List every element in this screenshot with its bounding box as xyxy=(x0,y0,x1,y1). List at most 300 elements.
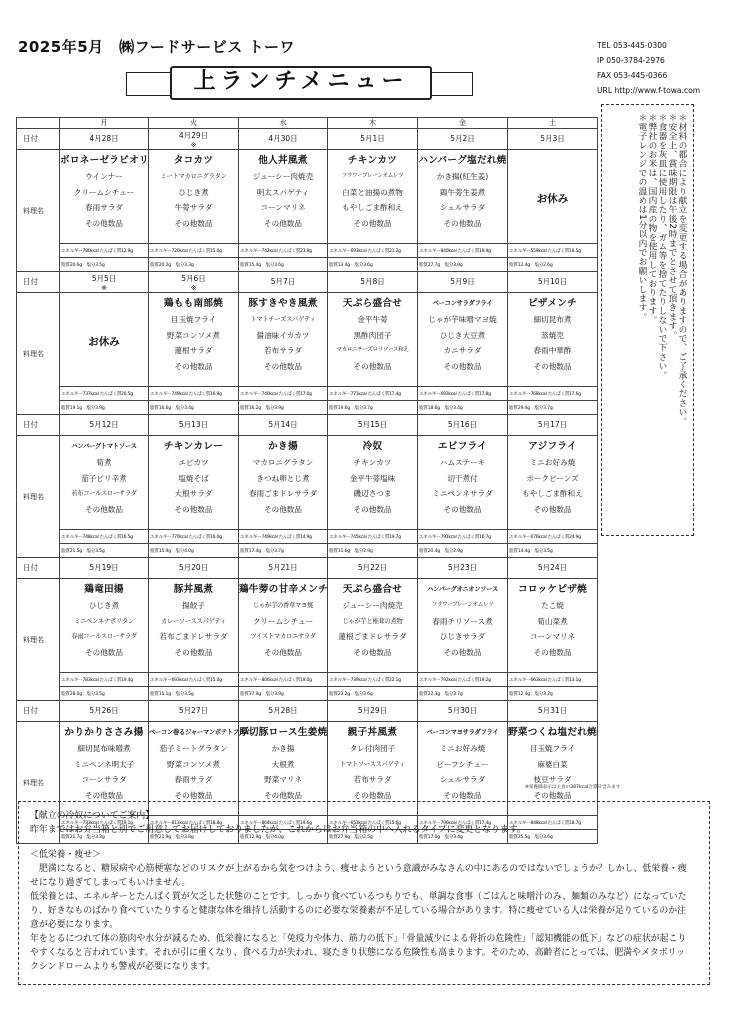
date-row xyxy=(17,129,598,150)
holiday-cell: お休み xyxy=(508,150,598,244)
side-dish: マカロニチーズロラソース和え xyxy=(336,347,409,354)
main-dish: タコカツ xyxy=(173,155,214,166)
nutrition-energy: エネルギー791kcal たんぱく質16.7g xyxy=(418,530,508,544)
menu-cell xyxy=(418,150,508,244)
nutrition-fat-salt: 脂質16.2g 塩分3.9g xyxy=(239,401,328,415)
side-dish: 春雨ごまドレサラダ xyxy=(248,489,318,499)
side-dish: 蓮根ごまドレサラダ xyxy=(338,632,407,642)
side-dish: 枝豆サラダ xyxy=(533,775,572,785)
nutrition-fat-salt: 脂質13.4g 塩分3.6g xyxy=(328,258,418,272)
side-dish: シェルサラダ xyxy=(439,203,486,213)
side-dish: 醤油味イカカツ xyxy=(256,330,310,340)
menu-cell xyxy=(149,293,239,387)
side-dish: 麻婆白菜 xyxy=(537,759,568,769)
other-items: その他数品 xyxy=(264,790,302,800)
note-item: ＊安全上、賞味期限は午後2時までとさせて頂きます。 xyxy=(667,113,677,340)
nutrition-energy: エネルギー768kcal たんぱく質17.6g xyxy=(508,387,598,401)
corner-cell xyxy=(17,118,60,129)
other-items: その他数品 xyxy=(353,647,392,657)
date-cell xyxy=(328,701,418,722)
side-dish: 野菜コンソメ煮 xyxy=(166,759,220,769)
date-cell xyxy=(508,558,598,579)
side-dish: 茄子ミートグラタン xyxy=(159,744,228,753)
main-dish: コロッケピザ焼 xyxy=(517,584,588,595)
nutrition-fat-salt: 脂質12.4g 塩分2.6g xyxy=(508,258,598,272)
side-dish: 金平牛蒡 xyxy=(357,315,388,324)
nutrition-energy: エネルギー653kcal たんぱく質15.6g xyxy=(328,816,418,830)
main-dish: 冷奴 xyxy=(362,441,383,452)
date-value: 5月8日 xyxy=(360,277,385,286)
contact-ip: IP 050-3784-2976 xyxy=(597,56,665,65)
date-value: 5月17日 xyxy=(537,420,568,429)
side-dish: コーンマリネ xyxy=(260,203,306,213)
menu-label: 料理名 xyxy=(17,436,60,558)
date-value: 5月23日 xyxy=(447,563,478,572)
main-dish: 鶏竜田揚 xyxy=(84,584,124,595)
nutrition-energy: エネルギー693kcal たんぱく質21.2g xyxy=(328,244,418,258)
date-cell xyxy=(328,558,418,579)
weekday-thu: 木 xyxy=(328,118,418,129)
main-dish: ボロネーゼラビオリ xyxy=(60,155,149,166)
note-item: ＊食器を灰皿に使用したり、ガム等を捨てたりしないで下さい。 xyxy=(657,113,667,380)
nutrition-energy: エネルギー693kcal たんぱく質15.0g xyxy=(149,673,239,687)
side-dish: コーンマリネ xyxy=(529,632,576,642)
info-paragraph: 低栄養とは、エネルギーとたんぱく質が欠乏した状態のことです。しっかり食べているつもりでも、単調な食事（ごはんと味噌汁のみ、麺類のみなど）になっていたり、好きなものばかり食べていたりすると健康な体を維持し活動するのに必要な栄養素が不足している場合があります。特に痩せている人は栄養が足りているのか注意が必要になります。 xyxy=(30,892,687,930)
nutrition-fat-salt: 脂質21.7g 塩分3.3g xyxy=(60,830,149,844)
side-dish: ジューシー肉焼売 xyxy=(252,172,314,181)
main-dish: 天ぷら盛合せ xyxy=(342,584,403,595)
date-value: 5月27日 xyxy=(178,706,209,715)
date-cell xyxy=(60,272,149,293)
nutrition-energy: エネルギー733kcal たんぱく質19.1g xyxy=(60,816,149,830)
side-dish: 春雨サラダ xyxy=(174,775,213,785)
nutrition-fat-salt: 脂質17.0g 塩分3.4g xyxy=(418,830,508,844)
side-dish: 大根煮 xyxy=(271,759,295,769)
date-cell xyxy=(328,129,418,150)
side-dish: 揚餃子 xyxy=(182,601,205,610)
side-dish: きつね卵とじ煮 xyxy=(256,473,310,483)
menu-cell xyxy=(239,436,328,530)
nutrition-fat-salt: 脂質12.9g 塩分4.0g xyxy=(239,830,328,844)
other-items: その他数品 xyxy=(353,361,392,371)
contact-url[interactable]: URL http://www.f-towa.com xyxy=(597,86,701,95)
main-dish: 他人丼風煮 xyxy=(258,155,308,166)
side-dish: ミートマカロニグラタン xyxy=(160,173,227,180)
main-dish: アジフライ xyxy=(528,441,577,452)
side-dish: ミニお好み焼 xyxy=(439,744,486,753)
side-dish: 若布サラダ xyxy=(353,775,392,785)
weekday-wed: 水 xyxy=(239,118,328,129)
holiday-cell: お休み xyxy=(60,293,149,387)
contact-fax: FAX 053-445-0366 xyxy=(597,71,668,80)
weekday-tue: 火 xyxy=(149,118,239,129)
menu-cell xyxy=(328,150,418,244)
date-cell xyxy=(239,415,328,436)
menu-label: 料理名 xyxy=(17,150,60,272)
main-dish: ハンバーグ塩だれ焼 xyxy=(418,155,507,166)
main-dish: ピザメンチ xyxy=(527,298,578,309)
date-value: 5月7日 xyxy=(270,277,296,286)
side-dish: 若布コールスローサラダ xyxy=(71,490,137,498)
side-dish: もやしごま酢和え xyxy=(522,489,583,499)
side-dish: 筍煮 xyxy=(96,458,112,467)
side-dish: 黒酢肉団子 xyxy=(353,330,392,340)
date-value: 5月26日 xyxy=(89,706,119,715)
date-cell xyxy=(149,415,239,436)
date-value: 5月28日 xyxy=(268,706,298,715)
side-dish: じゃが芋と椎茸の煮物 xyxy=(342,617,403,625)
nutrition-energy: エネルギー745kcal たんぱく質19.7g xyxy=(328,530,418,544)
date-row xyxy=(17,558,598,579)
side-dish: 茄子ピリ辛煮 xyxy=(81,473,127,483)
nutrition-energy: エネルギー840kcal たんぱく質19.9g xyxy=(418,244,508,258)
other-items: その他数品 xyxy=(264,647,302,657)
menu-title: 上ランチメニュー xyxy=(193,69,409,94)
side-dish: クリームシチュー xyxy=(73,187,135,197)
side-dish: ひじき大豆煮 xyxy=(439,330,486,340)
nutrition-fat-salt: 脂質20.4g 塩分2.9g xyxy=(418,544,508,558)
menu-row xyxy=(17,293,598,387)
notes-box xyxy=(601,104,694,536)
menu-table-body xyxy=(17,118,598,844)
menu-cell xyxy=(149,579,239,673)
nutrition-fat-salt: 脂質20.6g 塩分3.5g xyxy=(60,258,149,272)
date-cell xyxy=(149,129,239,150)
side-dish: ミニペンネ明太子 xyxy=(73,759,135,769)
menu-cell xyxy=(328,293,418,387)
nutrition-energy: エネルギー749kcal たんぱく質16.9g xyxy=(149,387,239,401)
date-label: 日付 xyxy=(17,701,60,722)
date-cell xyxy=(418,129,508,150)
side-dish: トマトソーススパゲティ xyxy=(339,760,406,768)
date-value: 4月29日 xyxy=(178,130,209,140)
weekday-header-row xyxy=(17,118,598,129)
date-value: 5月3日 xyxy=(540,134,565,143)
nutrition-fat-salt: 脂質25.5g 塩分3.6g xyxy=(508,830,598,844)
other-items: その他数品 xyxy=(533,504,572,514)
menu-cell xyxy=(239,579,328,673)
info-paragraph: 肥満になると、糖尿病や心筋梗塞などのリスクが上がるから気をつけよう、痩せようという意識がみなさんの中にあるのではないでしょうか？しかし、低栄養・痩せになり過ぎてしまってもいけません。 xyxy=(30,864,687,888)
nutrition-fat-salt: 脂質15.4g 塩分3.6g xyxy=(239,258,328,272)
side-dish: かき揚(紅生姜) xyxy=(436,172,489,181)
date-cell xyxy=(60,558,149,579)
other-items: その他数品 xyxy=(443,647,482,657)
nutrition-energy: エネルギー770kcal たんぱく質16.0g xyxy=(149,530,239,544)
nutrition-row xyxy=(17,544,598,558)
banner-ribbon-right xyxy=(426,72,473,96)
date-cell xyxy=(60,129,149,150)
side-dish: 白菜と油揚の煮物 xyxy=(342,187,403,197)
main-dish: 野菜つくね塩だれ焼 xyxy=(508,727,598,738)
date-value: 5月10日 xyxy=(537,277,568,286)
nutrition-energy: エネルギー740kcal たんぱく質17.0g xyxy=(239,387,328,401)
side-dish: シェルサラダ xyxy=(439,775,486,785)
menu-cell xyxy=(239,293,328,387)
nutrition-energy: エネルギー693kcal たんぱく質17.8g xyxy=(418,387,508,401)
menu-cell xyxy=(239,150,328,244)
menu-row xyxy=(17,436,598,530)
date-value: 5月12日 xyxy=(89,420,119,429)
nutrition-energy: エネルギー811kcal たんぱく質18.8g xyxy=(149,816,239,830)
side-dish: ハムステーキ xyxy=(439,458,486,467)
date-label: 日付 xyxy=(17,272,60,293)
date-value: 5月21日 xyxy=(268,563,298,572)
main-dish: 親子丼風煮 xyxy=(347,727,398,738)
nutrition-row xyxy=(17,258,598,272)
date-cell xyxy=(149,272,239,293)
side-dish: ウインナー xyxy=(85,172,123,181)
side-dish: カニサラダ xyxy=(443,346,482,356)
banner-ribbon-left xyxy=(126,72,173,96)
nutrition-energy: エネルギー783kcal たんぱく質19.4g xyxy=(60,673,149,687)
nutrition-energy: エネルギー720kcal たんぱく質15.0g xyxy=(149,244,239,258)
side-dish: たこ焼 xyxy=(541,601,564,610)
other-items: その他数品 xyxy=(353,218,392,228)
side-dish: ポークビーンズ xyxy=(526,473,579,483)
menu-cell xyxy=(60,150,149,244)
main-dish: 厚切豚ロース生姜焼 xyxy=(239,727,328,738)
date-value: 5月15日 xyxy=(357,420,388,429)
side-dish: 目玉焼フライ xyxy=(529,744,576,753)
menu-cell xyxy=(418,293,508,387)
menu-cell xyxy=(508,579,598,673)
other-items: その他数品 xyxy=(443,790,482,800)
date-cell xyxy=(418,415,508,436)
weekday-sat: 土 xyxy=(508,118,598,129)
nutrition-fat-salt: 脂質29.4g 塩分3.7g xyxy=(508,401,598,415)
other-items: その他数品 xyxy=(174,790,213,800)
date-value: 5月24日 xyxy=(537,563,568,572)
date-value: 5月20日 xyxy=(178,563,209,572)
nutrition-fat-salt: 脂質14.4g 塩分3.5g xyxy=(508,544,598,558)
main-dish: チキンカレー xyxy=(163,441,224,452)
side-dish: ミニペンネサラダ xyxy=(432,489,493,499)
other-items: その他数品 xyxy=(264,504,302,514)
nutrition-energy: エネルギー748kcal たんぱく質16.5g xyxy=(60,530,149,544)
date-value: 5月14日 xyxy=(268,420,298,429)
side-dish: ひじき煮 xyxy=(178,187,209,197)
date-value: 5月30日 xyxy=(447,706,478,715)
menu-cell xyxy=(508,293,598,387)
side-dish: ミニペンネナポリタン xyxy=(74,617,134,625)
side-dish: 若布ごまドレサラダ xyxy=(159,632,228,642)
date-row xyxy=(17,701,598,722)
side-dish: フラワープレーンオムレツ xyxy=(341,173,404,179)
menu-cell xyxy=(418,579,508,673)
main-dish: ベーコンマヨサラダフライ xyxy=(426,729,499,736)
nutrition-fat-salt: 脂質17.4g 塩分3.7g xyxy=(239,544,328,558)
notes-list xyxy=(637,113,687,426)
side-dish: 鶏牛蒡生姜煮 xyxy=(439,187,486,197)
note-item: ＊材料の都合により献立を変更する場合がありますので、ご了承ください。 xyxy=(677,113,687,426)
side-dish: 目玉焼フライ xyxy=(170,315,217,324)
side-dish: じゃが芋の香草マヨ焼 xyxy=(253,602,313,609)
nutrition-energy: エネルギー739kcal たんぱく質22.1g xyxy=(328,673,418,687)
side-dish: 牛蒡サラダ xyxy=(174,203,213,213)
info-section xyxy=(30,809,690,974)
side-dish: 野菜コンソメ煮 xyxy=(166,330,220,340)
info-subtitle: ＜低栄養・痩せ＞ xyxy=(30,850,101,860)
date-cell xyxy=(508,701,598,722)
date-cell xyxy=(328,272,418,293)
side-dish: 春雨コールスローサラダ xyxy=(71,633,137,641)
nutrition-energy: エネルギー559kcal たんぱく質18.5g xyxy=(508,244,598,258)
holiday-mark-icon: ※ xyxy=(190,140,197,149)
nutrition-energy: エネルギー771kcal たんぱく質17.4g xyxy=(328,387,418,401)
nutrition-row xyxy=(17,401,598,415)
date-label: 日付 xyxy=(17,415,60,436)
side-dish: じゃが芋味噌マヨ焼 xyxy=(428,315,497,324)
nutrition-energy: エネルギー663kcal たんぱく質13.1g xyxy=(508,673,598,687)
nutrition-fat-salt: 脂質20.2g 塩分3.3g xyxy=(149,258,239,272)
side-dish: カレーソーススパゲティ xyxy=(161,617,226,625)
main-dish: ベーコンサラダフライ xyxy=(432,300,493,307)
date-cell xyxy=(60,701,149,722)
nutrition-row xyxy=(17,687,598,701)
menu-cell xyxy=(328,579,418,673)
other-items: その他数品 xyxy=(264,361,302,371)
date-label: 日付 xyxy=(17,558,60,579)
date-cell xyxy=(60,415,149,436)
main-dish: 豚丼風煮 xyxy=(173,584,214,595)
other-items: その他数品 xyxy=(174,361,213,371)
date-row xyxy=(17,415,598,436)
menu-cell xyxy=(149,436,239,530)
main-dish: 天ぷら盛合せ xyxy=(342,298,403,309)
side-dish: 磯辺さつま xyxy=(353,489,392,499)
nutrition-fat-salt: 脂質11.6g 塩分2.9g xyxy=(328,544,418,558)
nutrition-fat-salt: 脂質27.7g 塩分3.9g xyxy=(418,258,508,272)
nutrition-row xyxy=(17,244,598,258)
info-body: 昨年まではお弁当箱と別でご用意してお届けしておりましたが、これからはお弁当箱の中へ入れるタイプに変更となります。 xyxy=(30,825,526,835)
date-value: 5月2日 xyxy=(450,134,475,143)
side-dish: トマトチーズスパゲティ xyxy=(250,316,316,323)
menu-label: 料理名 xyxy=(17,293,60,415)
nutrition-fat-salt: 脂質37.9g 塩分3.9g xyxy=(239,687,328,701)
menu-table xyxy=(16,117,598,844)
side-dish: クリームシチュー xyxy=(252,616,314,626)
nutrition-energy: エネルギー806kcal たんぱく質19.0g xyxy=(239,673,328,687)
menu-cell xyxy=(60,436,149,530)
side-dish: 筍山菜煮 xyxy=(537,616,568,626)
side-dish: エビカツ xyxy=(178,458,209,467)
menu-cell xyxy=(60,579,149,673)
date-value: 5月9日 xyxy=(450,277,475,286)
date-cell xyxy=(149,701,239,722)
side-dish: タレ付肉団子 xyxy=(349,744,396,753)
note-item: ＊弊社のお米は、国内産の物を使用しております。 xyxy=(647,113,657,325)
date-value: 4月28日 xyxy=(89,134,119,143)
nutrition-fat-salt: 脂質12.4g 塩分3.2g xyxy=(508,687,598,701)
info-paragraph: 年をとるにつれて体の筋肉や水分が減るため、低栄養になると「免疫力や体力、筋力の低下」「骨量減少による骨折の危険性」「認知機能の低下」などの症状が起こりやすくなると言われています。それが引に重くなり、食べる力が失われ、寝たきり状態になる危険性も高まります。そのため、高齢者にとっては、肥満やメタボリックシンドロームよりも警戒が必要になります。 xyxy=(30,934,687,972)
side-dish: 細切昆布煮 xyxy=(533,315,572,324)
date-value: 5月31日 xyxy=(537,706,568,715)
page-title: 2025年5月 ㈱フードサービス トーワ xyxy=(18,38,295,56)
date-value: 5月6日 xyxy=(181,273,206,283)
side-dish: 蒸焼売 xyxy=(541,330,564,340)
nutrition-energy: エネルギー792kcal たんぱく質19.2g xyxy=(418,673,508,687)
other-items: その他数品 xyxy=(264,218,302,228)
nutrition-fat-salt: 脂質21.9g 塩分3.8g xyxy=(149,830,239,844)
nutrition-energy: エネルギー796kcal たんぱく質17.4g xyxy=(418,816,508,830)
nutrition-energy: エネルギー864kcal たんぱく質19.6g xyxy=(239,816,328,830)
holiday-mark-icon: ※ xyxy=(101,283,107,292)
note-item: ＊電子レンジでの温めは1分以内でお願いします。 xyxy=(637,113,647,322)
side-dish: 野菜マリネ xyxy=(264,775,302,785)
other-items: その他数品 xyxy=(533,361,572,371)
nutrition-row xyxy=(17,387,598,401)
other-items: その他数品 xyxy=(533,790,572,800)
nutrition-fat-salt: 脂質19.1g 塩分3.9g xyxy=(60,401,149,415)
side-dish: 春雨中華酢 xyxy=(533,346,572,356)
nutrition-energy: エネルギー676kcal たんぱく質24.9g xyxy=(508,530,598,544)
menu-cell xyxy=(328,436,418,530)
nutrition-fat-salt: 脂質22.3g 塩分3.7g xyxy=(418,687,508,701)
other-items: その他数品 xyxy=(174,504,213,514)
other-items: その他数品 xyxy=(353,790,392,800)
date-cell xyxy=(418,701,508,722)
nutrition-row xyxy=(17,530,598,544)
side-dish: 若布サラダ xyxy=(264,346,302,356)
side-dish: 明太スパゲティ xyxy=(256,187,310,197)
nutrition-energy: エネルギー742kcal たんぱく質23.9g xyxy=(239,244,328,258)
nutrition-row xyxy=(17,673,598,687)
date-cell xyxy=(508,272,598,293)
nutrition-footnote: ※栄養価表示は主食の387kcal合算分含みます xyxy=(525,785,621,790)
nutrition-fat-salt: 脂質16.6g 塩分3.4g xyxy=(149,401,239,415)
menu-row xyxy=(17,579,598,673)
date-cell xyxy=(239,701,328,722)
date-label: 日付 xyxy=(17,129,60,150)
side-dish: 切干煮付 xyxy=(447,473,478,483)
side-dish: 蓮根サラダ xyxy=(174,346,213,356)
side-dish: 春雨サラダ xyxy=(85,203,123,213)
main-dish: 豚すきやき風煮 xyxy=(248,298,318,309)
nutrition-energy: エネルギー780kcal たんぱく質12.9g xyxy=(60,244,149,258)
holiday-mark-icon: ※ xyxy=(190,283,197,292)
side-dish: 金平牛蒡塩味 xyxy=(349,473,396,483)
date-cell xyxy=(508,129,598,150)
date-value: 5月1日 xyxy=(360,134,385,143)
weekday-fri: 金 xyxy=(418,118,508,129)
nutrition-fat-salt: 脂質15.9g 塩分4.0g xyxy=(149,544,239,558)
other-items: その他数品 xyxy=(174,647,213,657)
side-dish: ミニお好み焼 xyxy=(529,458,576,467)
other-items: その他数品 xyxy=(443,361,482,371)
other-items: その他数品 xyxy=(174,218,213,228)
side-dish: 細切昆布味噌煮 xyxy=(77,744,131,753)
date-value: 5月13日 xyxy=(178,420,209,429)
main-dish: ハンバーグトマトソース xyxy=(71,443,137,450)
main-dish: ベーコン巻るジャーマンポテトフライ xyxy=(149,729,251,736)
other-items: その他数品 xyxy=(533,647,572,657)
main-dish: エビフライ xyxy=(437,441,488,452)
side-dish: コーンサラダ xyxy=(81,775,127,785)
contact-info xyxy=(597,38,700,98)
date-cell xyxy=(239,558,328,579)
side-dish: ジューシー肉焼売 xyxy=(342,601,403,610)
nutrition-energy: エネルギー737kcal たんぱく質20.5g xyxy=(60,387,149,401)
other-items: その他数品 xyxy=(85,218,123,228)
nutrition-fat-salt: 脂質21.5g 塩分3.5g xyxy=(60,544,149,558)
nutrition-fat-salt: 脂質28.0g 塩分3.5g xyxy=(60,687,149,701)
date-value: 5月22日 xyxy=(357,563,388,572)
nutrition-energy: エネルギー848kcal たんぱく質18.7g xyxy=(508,816,598,830)
main-dish: かりかりささみ揚 xyxy=(64,727,144,738)
date-cell xyxy=(239,272,328,293)
date-cell xyxy=(239,129,328,150)
side-dish: 塩焼そば xyxy=(178,473,209,483)
